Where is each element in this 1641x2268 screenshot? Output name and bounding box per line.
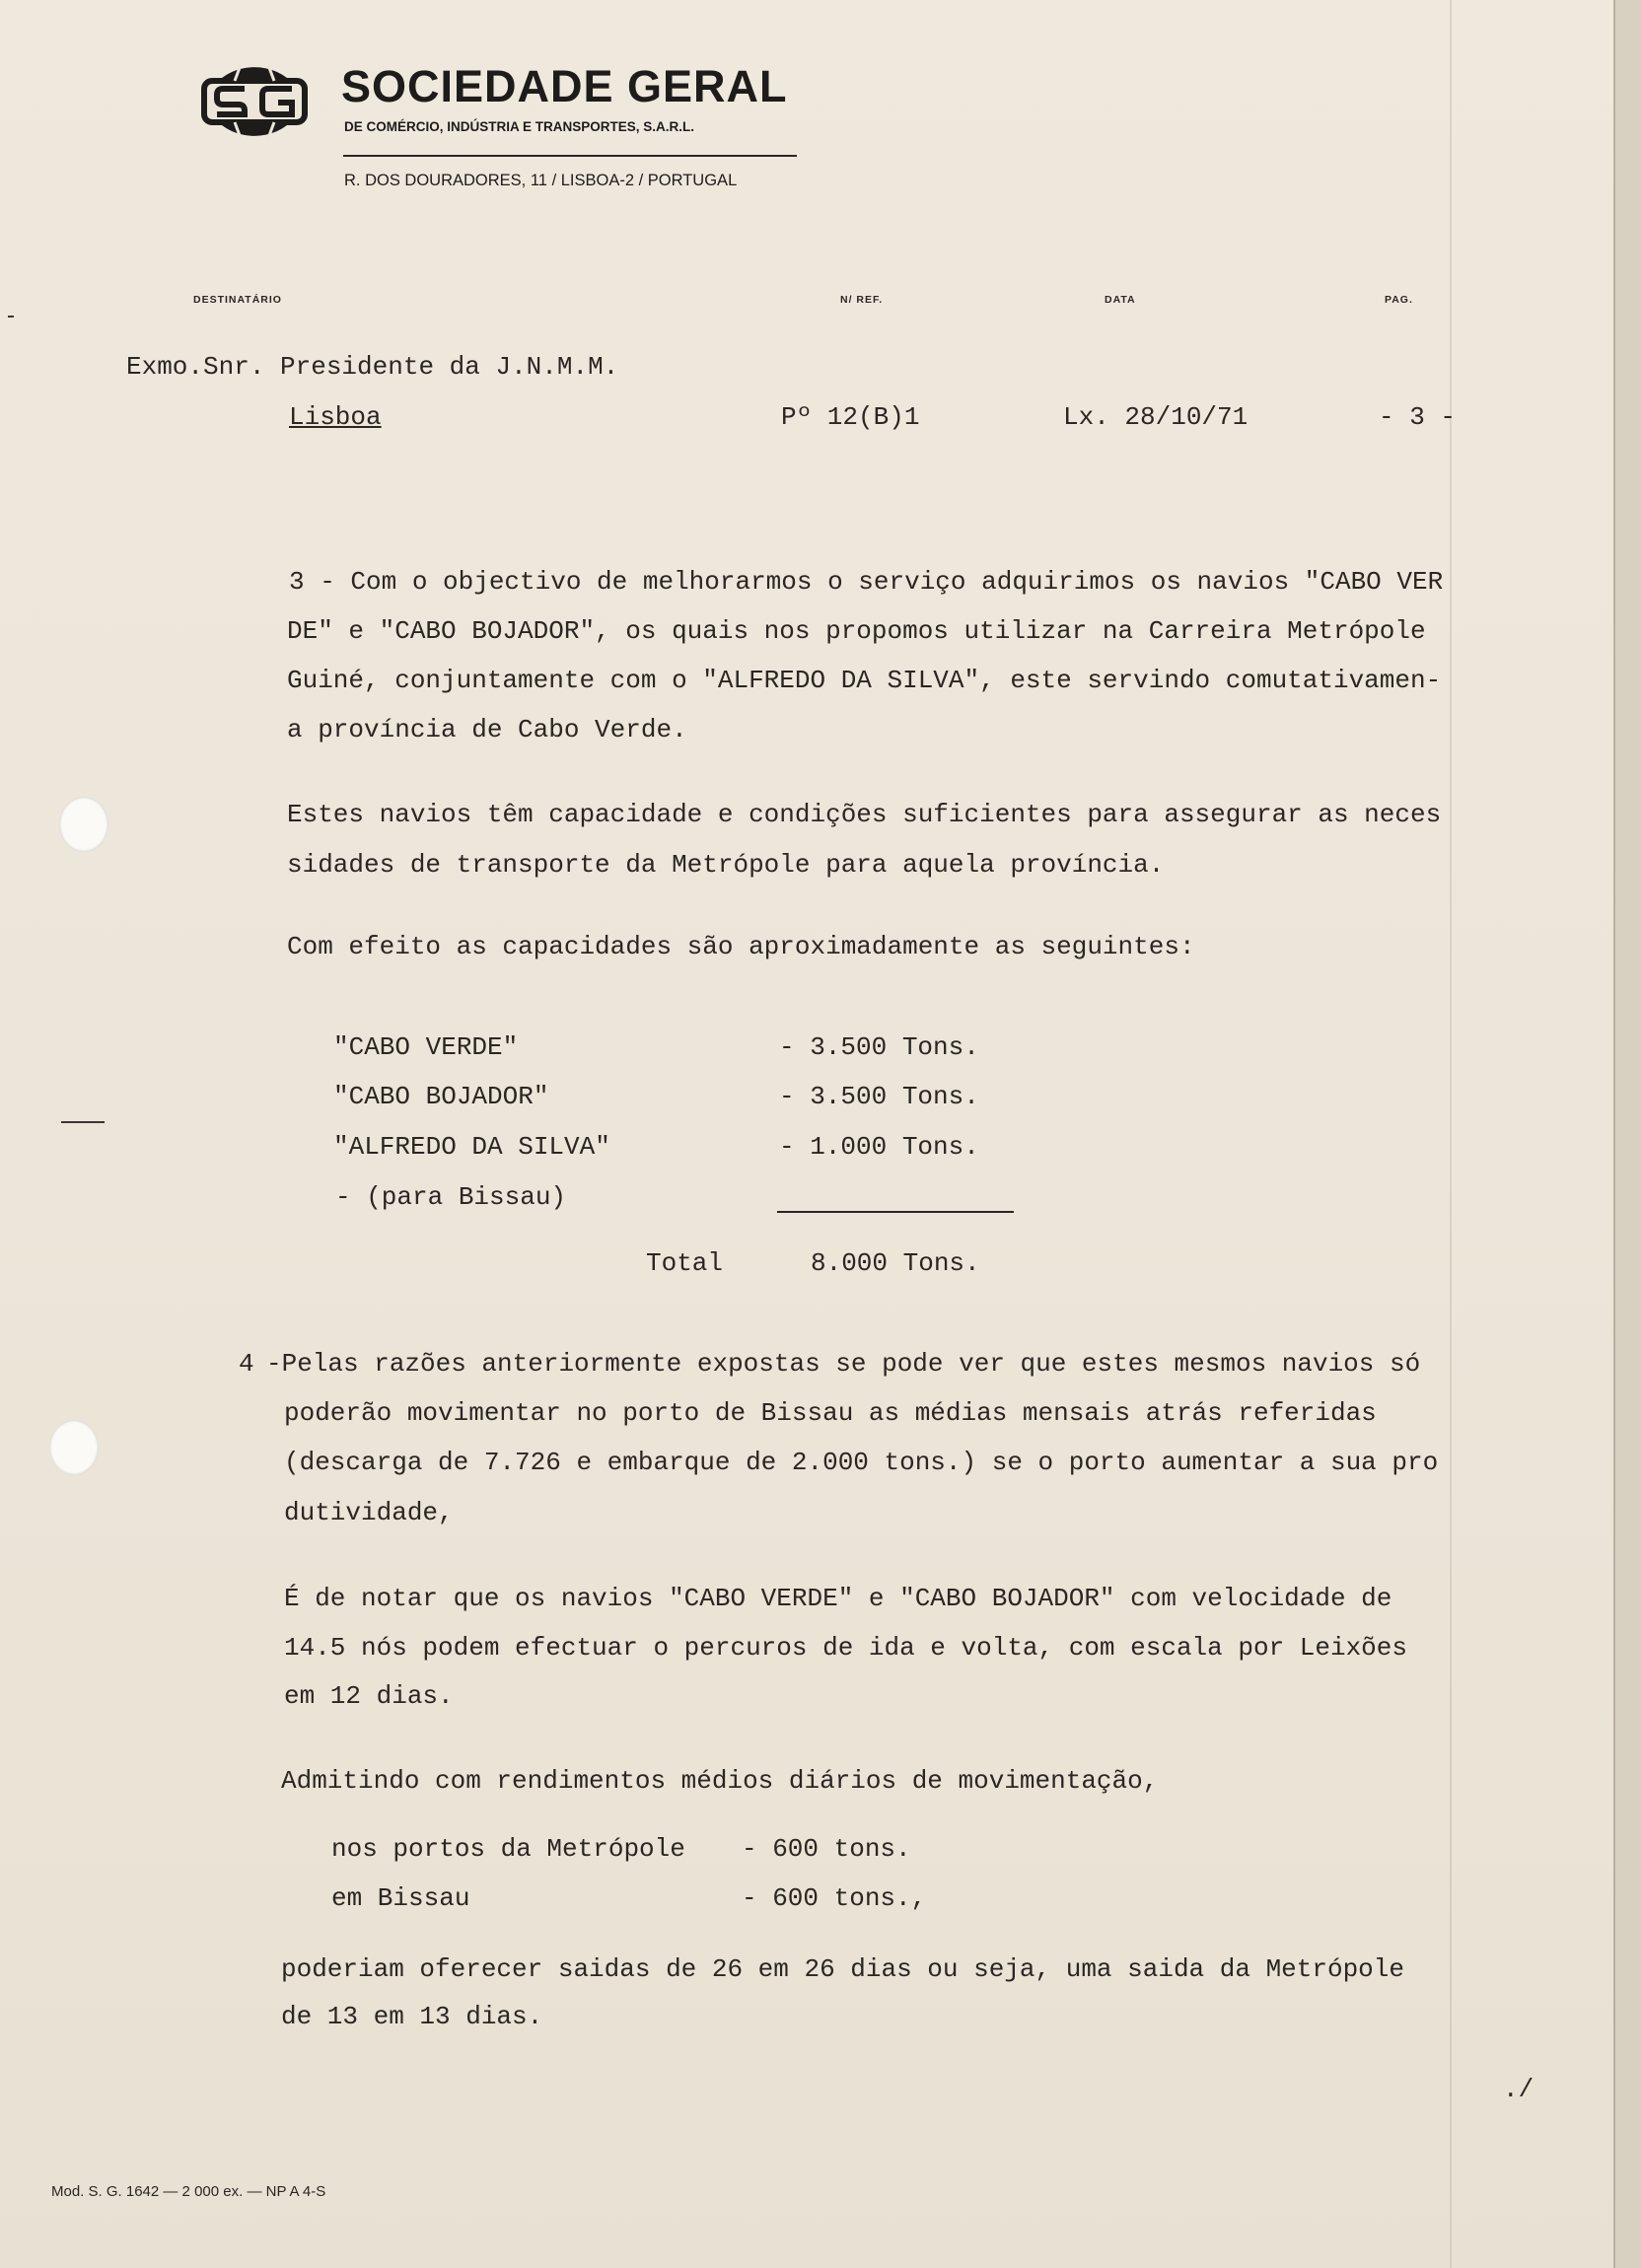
sum-rule [777, 1211, 1014, 1213]
paragraph-efeito: Com efeito as capacidades são aproximadamente as seguintes: [287, 932, 1195, 961]
paragraph-4-line: (descarga de 7.726 e embarque de 2.000 tons.) se o porto aumentar a sua pro [284, 1448, 1439, 1477]
paragraph-3-line: DE" e "CABO BOJADOR", os quais nos propomos utilizar na Carreira Metrópole [287, 616, 1426, 646]
paragraph-notar-line: em 12 dias. [284, 1681, 454, 1711]
date-value: Lx. 28/10/71 [1063, 402, 1249, 432]
paragraph-estes-line: Estes navios têm capacidade e condições suficientes para assegurar as neces [287, 800, 1442, 829]
paragraph-4-number: 4 [239, 1349, 254, 1379]
rate-place: em Bissau [331, 1883, 470, 1913]
ref-label: N/ REF. [840, 294, 884, 306]
company-name: SOCIEDADE GERAL [341, 61, 788, 111]
continuation-mark: ./ [1503, 2075, 1534, 2104]
paragraph-3-line: 3 - Com o objectivo de melhorarmos o serviço adquirimos os navios "CABO VER [289, 567, 1444, 597]
form-footer: Mod. S. G. 1642 — 2 000 ex. — NP A 4-S [51, 2183, 326, 2200]
recipient-line-2: Lisboa [289, 402, 382, 432]
total-value: 8.000 Tons. [811, 1248, 980, 1278]
date-label: DATA [1105, 294, 1136, 306]
capacity-note: - (para Bissau) [335, 1182, 567, 1212]
capacity-ship: "CABO VERDE" [333, 1032, 519, 1062]
paragraph-3-line: a província de Cabo Verde. [287, 715, 687, 744]
paper-edge [1613, 0, 1641, 2268]
capacity-ship: "ALFREDO DA SILVA" [333, 1132, 610, 1162]
paragraph-admitindo: Admitindo com rendimentos médios diários de movimentação, [281, 1766, 1159, 1796]
letterhead-rule [343, 155, 797, 157]
rate-place: nos portos da Metrópole [331, 1834, 685, 1864]
paragraph-estes-line: sidades de transporte da Metrópole para aquela província. [287, 850, 1165, 880]
company-logo-icon [201, 59, 308, 144]
fold-mark [61, 1121, 105, 1123]
total-label: Total [646, 1248, 724, 1278]
capacity-value: - 3.500 Tons. [779, 1032, 979, 1062]
rate-value: - 600 tons. [742, 1834, 911, 1864]
paragraph-4-line: dutividade, [284, 1498, 454, 1527]
paragraph-poderiam-line: poderiam oferecer saidas de 26 em 26 dias ou seja, uma saida da Metrópole [281, 1954, 1404, 1984]
punch-hole [59, 797, 108, 852]
paragraph-3-line: Guiné, conjuntamente com o "ALFREDO DA SILVA", este servindo comutativamen- [287, 666, 1442, 695]
recipient-line-1: Exmo.Snr. Presidente da J.N.M.M. [126, 352, 619, 382]
paragraph-4-line: -Pelas razões anteriormente expostas se pode ver que estes mesmos navios só [266, 1349, 1421, 1379]
page-label: PAG. [1385, 294, 1413, 306]
company-subtitle: DE COMÉRCIO, INDÚSTRIA E TRANSPORTES, S.A.R.L. [344, 119, 695, 134]
reference-value: Pº 12(B)1 [781, 402, 920, 432]
margin-mark [8, 316, 14, 318]
paragraph-4-line: poderão movimentar no porto de Bissau as médias mensais atrás referidas [284, 1398, 1377, 1428]
capacity-value: - 3.500 Tons. [779, 1082, 979, 1111]
paragraph-poderiam-line: de 13 em 13 dias. [281, 2002, 543, 2031]
paragraph-notar-line: 14.5 nós podem efectuar o percuros de ida e volta, com escala por Leixões [284, 1633, 1407, 1663]
capacity-value: - 1.000 Tons. [779, 1132, 979, 1162]
company-address: R. DOS DOURADORES, 11 / LISBOA-2 / PORTUGAL [344, 172, 738, 189]
capacity-ship: "CABO BOJADOR" [333, 1082, 549, 1111]
rate-value: - 600 tons., [742, 1883, 927, 1913]
paper-fold [1450, 0, 1452, 2268]
punch-hole [49, 1420, 99, 1475]
recipient-label: DESTINATÁRIO [193, 294, 282, 306]
page-number: - 3 - [1379, 402, 1457, 432]
paragraph-notar-line: É de notar que os navios "CABO VERDE" e "CABO BOJADOR" com velocidade de [284, 1584, 1392, 1613]
